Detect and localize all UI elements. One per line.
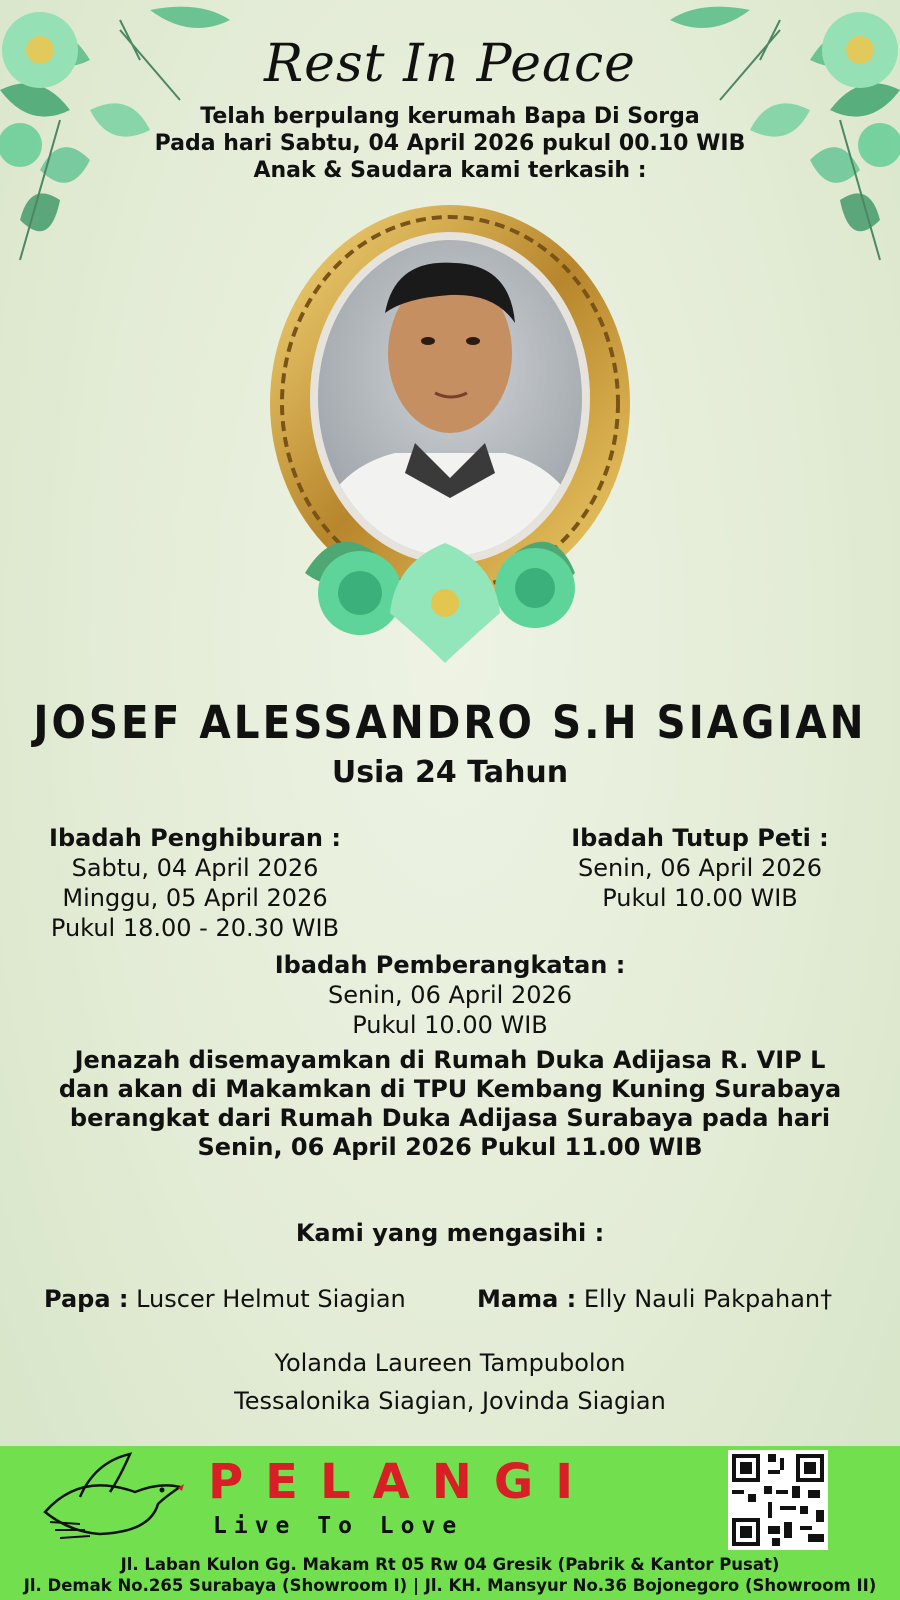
bouquet-icon bbox=[305, 542, 575, 663]
cross-icon: † bbox=[820, 1285, 833, 1313]
family-heading: Kami yang mengasihi : bbox=[295, 1219, 605, 1247]
brand-tagline: Live To Love bbox=[213, 1513, 464, 1539]
service-line: Pukul 18.00 - 20.30 WIB bbox=[50, 914, 340, 942]
papa-entry bbox=[44, 1285, 406, 1313]
papa-name: Luscer Helmut Siagian bbox=[136, 1285, 406, 1313]
service-line: Minggu, 05 April 2026 bbox=[62, 884, 328, 912]
notice-line: Jenazah disemayamkan di Rumah Duka Adijasa R. VIP L bbox=[74, 1046, 826, 1074]
intro-line-3: Anak & Saudara kami terkasih : bbox=[253, 158, 647, 183]
service-penghiburan bbox=[35, 823, 355, 943]
mama-name: Elly Nauli Pakpahan bbox=[583, 1285, 821, 1313]
service-line: Pukul 10.00 WIB bbox=[352, 1011, 548, 1039]
service-heading: Ibadah Tutup Peti : bbox=[571, 824, 829, 852]
deceased-name: JOSEF ALESSANDRO S.H SIAGIAN bbox=[33, 696, 867, 749]
brand-name: PELANGI bbox=[208, 1454, 596, 1510]
service-heading: Ibadah Pemberangkatan : bbox=[274, 951, 626, 979]
notice-line: dan akan di Makamkan di TPU Kembang Kuning Surabaya bbox=[58, 1075, 842, 1103]
service-line: Senin, 06 April 2026 bbox=[577, 854, 823, 882]
intro-line-1: Telah berpulang kerumah Bapa Di Sorga bbox=[200, 104, 700, 129]
sibling-line: Tessalonika Siagian, Jovinda Siagian bbox=[234, 1387, 666, 1415]
portrait-frame bbox=[245, 203, 655, 673]
service-pemberangkatan bbox=[0, 950, 900, 1040]
rip-title: Rest In Peace bbox=[264, 34, 636, 94]
notice-line: berangkat dari Rumah Duka Adijasa Surabaya pada hari bbox=[69, 1104, 831, 1132]
sibling-line: Yolanda Laureen Tampubolon bbox=[274, 1349, 626, 1377]
qr-code-icon[interactable] bbox=[728, 1450, 828, 1550]
service-tutup-peti bbox=[550, 823, 850, 913]
dove-icon bbox=[40, 1452, 190, 1547]
service-line: Pukul 10.00 WIB bbox=[602, 884, 798, 912]
notice-line: Senin, 06 April 2026 Pukul 11.00 WIB bbox=[197, 1133, 703, 1161]
address-line-2: Jl. Demak No.265 Surabaya (Showroom I) | Jl. KH. Mansyur No.36 Bojonegoro (Showroom II) bbox=[23, 1576, 877, 1595]
address-line-1: Jl. Laban Kulon Gg. Makam Rt 05 Rw 04 Gresik (Pabrik & Kantor Pusat) bbox=[120, 1555, 780, 1574]
service-line: Senin, 06 April 2026 bbox=[327, 981, 573, 1009]
deceased-age: Usia 24 Tahun bbox=[331, 755, 569, 790]
mama-entry bbox=[477, 1285, 832, 1313]
mama-label: Mama : bbox=[477, 1285, 577, 1313]
service-heading: Ibadah Penghiburan : bbox=[49, 824, 341, 852]
service-line: Sabtu, 04 April 2026 bbox=[71, 854, 319, 882]
papa-label: Papa : bbox=[44, 1285, 129, 1313]
intro-line-2: Pada hari Sabtu, 04 April 2026 pukul 00.10 WIB bbox=[154, 131, 746, 156]
funeral-notice bbox=[0, 1046, 900, 1162]
